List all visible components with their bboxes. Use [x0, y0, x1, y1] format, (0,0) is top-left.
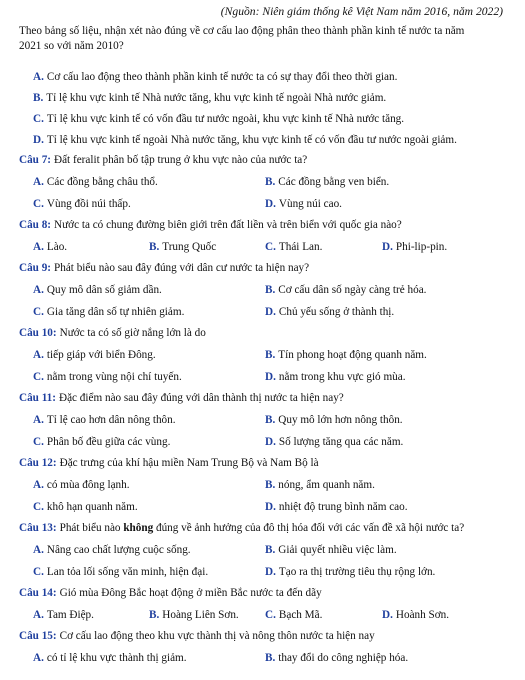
option-label: C. — [265, 609, 276, 621]
question-14 — [19, 586, 322, 601]
question-9 — [19, 261, 309, 276]
option-text: Hoàng Liên Sơn. — [162, 609, 239, 621]
question-15 — [19, 629, 375, 644]
q7-option-c — [33, 197, 131, 212]
option-text: thay đổi do công nghiệp hóa. — [278, 652, 409, 664]
q12-option-b — [265, 478, 375, 493]
q14-option-c — [265, 608, 322, 623]
option-text: có tỉ lệ khu vực thành thị giảm. — [46, 652, 187, 664]
option-label: B. — [33, 92, 44, 104]
q15-option-b — [265, 651, 408, 666]
q11-option-a — [33, 413, 176, 428]
q13-option-c — [33, 565, 208, 580]
q12-option-a — [33, 478, 130, 493]
q10-option-b — [265, 348, 427, 363]
option-label: B. — [265, 479, 276, 491]
q13-option-a — [33, 543, 191, 558]
q13-option-b — [265, 543, 397, 558]
question-text: Phát biểu nào sau đây đúng với dân cư nước ta hiện nay? — [54, 262, 310, 274]
question-text-after: đúng về ảnh hưởng của đô thị hóa đối với các vấn đề xã hội nước ta? — [153, 522, 465, 534]
option-text: Lan tỏa lối sống văn minh, hiện đại. — [46, 566, 209, 578]
q9-option-d — [265, 305, 394, 320]
option-text: Gia tăng dân số tự nhiên giảm. — [46, 306, 185, 318]
option-label: A. — [33, 176, 44, 188]
option-label: A. — [33, 652, 44, 664]
question-12 — [19, 456, 319, 471]
question-text: Gió mùa Đông Bắc hoạt động ở miền Bắc nước ta đến dãy — [59, 587, 322, 599]
question-text: Nước ta có chung đường biên giới trên đất liền và trên biển với quốc gia nào? — [54, 219, 402, 231]
option-text: nằm trong khu vực gió mùa. — [278, 371, 406, 383]
option-label: A. — [33, 544, 44, 556]
option-text: Phân bố đều giữa các vùng. — [46, 436, 171, 448]
q11-option-d — [265, 435, 403, 450]
question-text: Cơ cấu lao động theo khu vực thành thị và nông thôn nước ta hiện nay — [59, 630, 375, 642]
question-text: Đất feralit phân bố tập trung ở khu vực nào của nước ta? — [54, 154, 308, 166]
intro-option-d — [33, 133, 457, 148]
question-text-before: Phát biểu nào — [59, 522, 124, 534]
option-label: D. — [33, 134, 44, 146]
option-text: nằm trong vùng nội chí tuyến. — [46, 371, 182, 383]
q9-option-a — [33, 283, 162, 298]
q8-option-c — [265, 240, 322, 255]
question-number: Câu 11: — [19, 392, 56, 404]
option-text: Giải quyết nhiều việc làm. — [278, 544, 397, 556]
option-label: B. — [265, 284, 276, 296]
question-number: Câu 12: — [19, 457, 57, 469]
q8-option-b — [149, 240, 216, 255]
question-11 — [19, 391, 344, 406]
option-label: B. — [265, 349, 276, 361]
question-13 — [19, 521, 464, 536]
option-label: D. — [265, 306, 276, 318]
option-text: Quy mô dân số giảm dần. — [46, 284, 162, 296]
option-text: có mùa đông lạnh. — [46, 479, 130, 491]
option-label: B. — [265, 414, 276, 426]
option-text: Phi-lip-pin. — [395, 241, 448, 253]
option-text: Chủ yếu sống ở thành thị. — [278, 306, 395, 318]
option-text: nóng, ẩm quanh năm. — [278, 479, 375, 491]
q14-option-d — [382, 608, 449, 623]
option-label: A. — [33, 479, 44, 491]
option-text: Nâng cao chất lượng cuộc sống. — [46, 544, 191, 556]
option-text: Tam Điệp. — [46, 609, 94, 621]
option-text: Tín phong hoạt động quanh năm. — [278, 349, 427, 361]
q13-option-d — [265, 565, 435, 580]
option-label: D. — [265, 501, 276, 513]
q11-option-c — [33, 435, 170, 450]
intro-question-line-2: 2021 so với năm 2010? — [19, 40, 124, 52]
q7-option-d — [265, 197, 342, 212]
option-text: nhiệt độ trung bình năm cao. — [278, 501, 408, 513]
option-label: B. — [265, 652, 276, 664]
option-label: C. — [33, 501, 44, 513]
option-label: A. — [33, 71, 44, 83]
option-text: Vùng đồi núi thấp. — [46, 198, 131, 210]
option-text: Số lượng tăng qua các năm. — [278, 436, 404, 448]
question-number: Câu 7: — [19, 154, 52, 166]
question-number: Câu 15: — [19, 630, 57, 642]
intro-option-a — [33, 70, 397, 85]
question-8 — [19, 218, 402, 233]
option-label: C. — [33, 113, 44, 125]
question-10 — [19, 326, 206, 341]
option-label: C. — [33, 436, 44, 448]
option-text: Thái Lan. — [278, 241, 323, 253]
question-number: Câu 14: — [19, 587, 57, 599]
option-text: Cơ cấu dân số ngày càng trẻ hóa. — [278, 284, 427, 296]
option-text: Tỉ lệ cao hơn dân nông thôn. — [46, 414, 176, 426]
option-text: khô hạn quanh năm. — [46, 501, 138, 513]
option-label: A. — [33, 241, 44, 253]
option-text: Trung Quốc — [162, 241, 217, 253]
option-label: C. — [33, 566, 44, 578]
intro-option-b — [33, 91, 386, 106]
q7-option-a — [33, 175, 158, 190]
question-number: Câu 13: — [19, 522, 57, 534]
intro-question-line-1: Theo bảng số liệu, nhận xét nào đúng về cơ cấu lao động phân theo thành phần kinh tế nước ta năm — [19, 25, 465, 37]
question-7 — [19, 153, 307, 168]
option-label: B. — [149, 609, 160, 621]
q9-option-b — [265, 283, 426, 298]
option-label: D. — [265, 436, 276, 448]
option-label: C. — [33, 198, 44, 210]
question-number: Câu 8: — [19, 219, 52, 231]
question-text: Đặc điểm nào sau đây đúng với dân thành thị nước ta hiện nay? — [59, 392, 344, 404]
option-text: Tỉ lệ khu vực kinh tế có vốn đầu tư nước ngoài, khu vực kinh tế Nhà nước tăng. — [46, 113, 405, 125]
question-number: Câu 10: — [19, 327, 57, 339]
option-label: A. — [33, 414, 44, 426]
option-label: A. — [33, 349, 44, 361]
q12-option-d — [265, 500, 408, 515]
option-label: A. — [33, 284, 44, 296]
option-label: D. — [265, 371, 276, 383]
q7-option-b — [265, 175, 389, 190]
q8-option-a — [33, 240, 67, 255]
question-number: Câu 9: — [19, 262, 52, 274]
q10-option-c — [33, 370, 182, 385]
option-text: Các đồng bằng ven biển. — [278, 176, 390, 188]
q12-option-c — [33, 500, 138, 515]
q10-option-d — [265, 370, 406, 385]
source-note: (Nguồn: Niên giám thống kê Việt Nam năm 2016, năm 2022) — [220, 5, 503, 18]
q14-option-b — [149, 608, 239, 623]
option-text: Lào. — [46, 241, 68, 253]
option-text: tiếp giáp với biển Đông. — [46, 349, 156, 361]
option-text: Bạch Mã. — [278, 609, 323, 621]
question-text: Nước ta có số giờ nắng lớn là do — [59, 327, 206, 339]
option-text: Tỉ lệ khu vực kinh tế Nhà nước tăng, khu vực kinh tế ngoài Nhà nước giảm. — [46, 92, 387, 104]
option-label: A. — [33, 609, 44, 621]
q15-option-a — [33, 651, 187, 666]
q8-option-d — [382, 240, 447, 255]
q14-option-a — [33, 608, 94, 623]
option-label: B. — [149, 241, 160, 253]
option-text: Tỉ lệ khu vực kinh tế ngoài Nhà nước tăng, khu vực kinh tế có vốn đầu tư nước ngoài giảm. — [46, 134, 457, 146]
q10-option-a — [33, 348, 156, 363]
option-text: Quy mô lớn hơn nông thôn. — [278, 414, 403, 426]
option-label: B. — [265, 176, 276, 188]
intro-option-c — [33, 112, 404, 127]
option-text: Tạo ra thị trường tiêu thụ rộng lớn. — [278, 566, 436, 578]
option-label: D. — [382, 609, 393, 621]
question-text: Đặc trưng của khí hậu miền Nam Trung Bộ và Nam Bộ là — [59, 457, 319, 469]
option-text: Hoành Sơn. — [395, 609, 450, 621]
option-label: C. — [33, 306, 44, 318]
q11-option-b — [265, 413, 403, 428]
q9-option-c — [33, 305, 184, 320]
option-text: Các đồng bằng châu thổ. — [46, 176, 158, 188]
option-label: D. — [265, 566, 276, 578]
option-label: C. — [265, 241, 276, 253]
option-label: D. — [265, 198, 276, 210]
option-label: D. — [382, 241, 393, 253]
intro-question — [19, 24, 509, 54]
option-label: B. — [265, 544, 276, 556]
option-text: Vùng núi cao. — [278, 198, 342, 210]
option-label: C. — [33, 371, 44, 383]
question-negation-word: không — [123, 522, 154, 534]
option-text: Cơ cấu lao động theo thành phần kinh tế nước ta có sự thay đổi theo thời gian. — [46, 71, 398, 83]
